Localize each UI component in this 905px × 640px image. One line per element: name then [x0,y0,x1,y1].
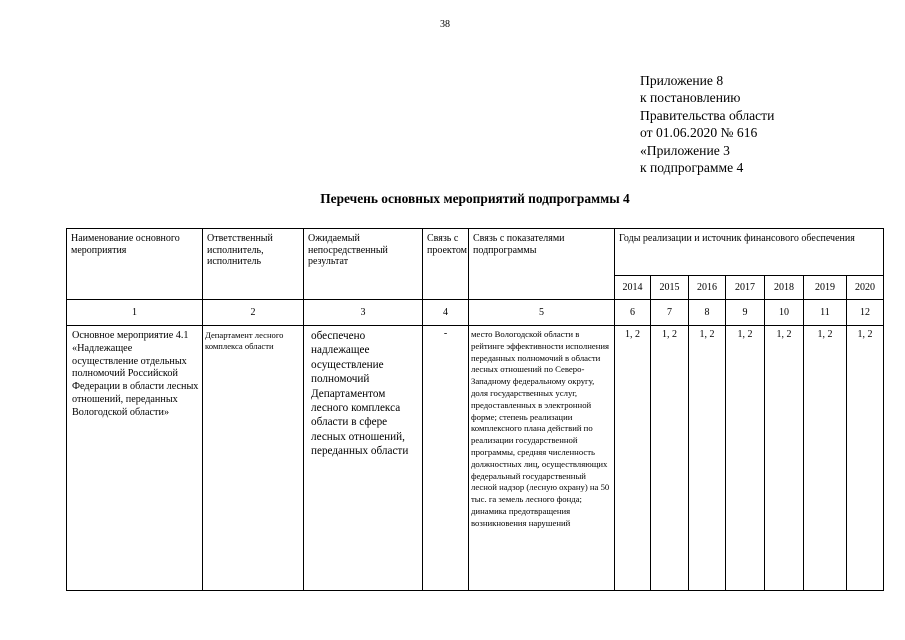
indicators-link: место Вологодской области в рейтинге эффективности исполнения переданных полномочий в области лесных отношений по Северо-Западному федеральному округу, доля государственных услуг, предоставленных в электронной форме; степень реализации комплексного плана действий по реализации государственной программы, средняя численность должностных лиц, осуществляющих федеральный государственный лесной надзор (лесную охрану) на 50 тыс. га земель лесного фонда; динамика предотвращения возникновения нарушений [469,326,615,591]
column-number: 5 [469,300,615,326]
measure-name: Основное мероприятие 4.1 «Надлежащее осуществление отдельных полномочий Российской Федерации в области лесных отношений, переданных Вологодской области» [67,326,203,591]
column-number: 2 [203,300,304,326]
appendix-line: к подпрограмме 4 [640,160,744,176]
year-header: 2015 [651,276,689,300]
year-header: 2020 [847,276,884,300]
column-number: 12 [847,300,884,326]
financing-source: 1, 2 [847,326,884,591]
appendix-line: Правительства области [640,107,775,123]
column-number: 3 [304,300,423,326]
header-indicators-link: Связь с показателями подпрограммы [469,229,615,300]
financing-source: 1, 2 [689,326,726,591]
header-project-link: Связь с проектом [423,229,469,300]
year-header: 2016 [689,276,726,300]
financing-source: 1, 2 [726,326,765,591]
year-header: 2017 [726,276,765,300]
year-header: 2019 [804,276,847,300]
column-number: 6 [615,300,651,326]
column-number: 9 [726,300,765,326]
header-name: Наименование основного мероприятия [67,229,203,300]
financing-source: 1, 2 [651,326,689,591]
financing-source: 1, 2 [804,326,847,591]
header-years-group: Годы реализации и источник финансового обеспечения [615,229,884,276]
page-number: 38 [440,19,450,30]
appendix-line: «Приложение 3 [640,142,730,158]
measures-table [66,228,884,591]
appendix-line: от 01.06.2020 № 616 [640,125,758,141]
header-expected-result: Ожидаемый непосредственный результат [304,229,423,300]
column-number: 1 [67,300,203,326]
column-number: 7 [651,300,689,326]
header-responsible: Ответственный исполнитель, исполнитель [203,229,304,300]
year-header: 2018 [765,276,804,300]
document-title: Перечень основных мероприятий подпрограммы 4 [320,191,630,206]
column-number: 4 [423,300,469,326]
column-number: 8 [689,300,726,326]
appendix-line: к постановлению [640,90,741,106]
financing-source: 1, 2 [615,326,651,591]
responsible-executor: Департамент лесного комплекса области [203,326,304,591]
column-number: 10 [765,300,804,326]
appendix-block [640,72,774,176]
year-header: 2014 [615,276,651,300]
financing-source: 1, 2 [765,326,804,591]
project-link: - [423,326,469,591]
column-number: 11 [804,300,847,326]
expected-result: обеспечено надлежащее осуществление полномочий Департаментом лесного комплекса области в сфере лесных отношений, переданных области [304,326,423,591]
appendix-line: Приложение 8 [640,73,724,88]
